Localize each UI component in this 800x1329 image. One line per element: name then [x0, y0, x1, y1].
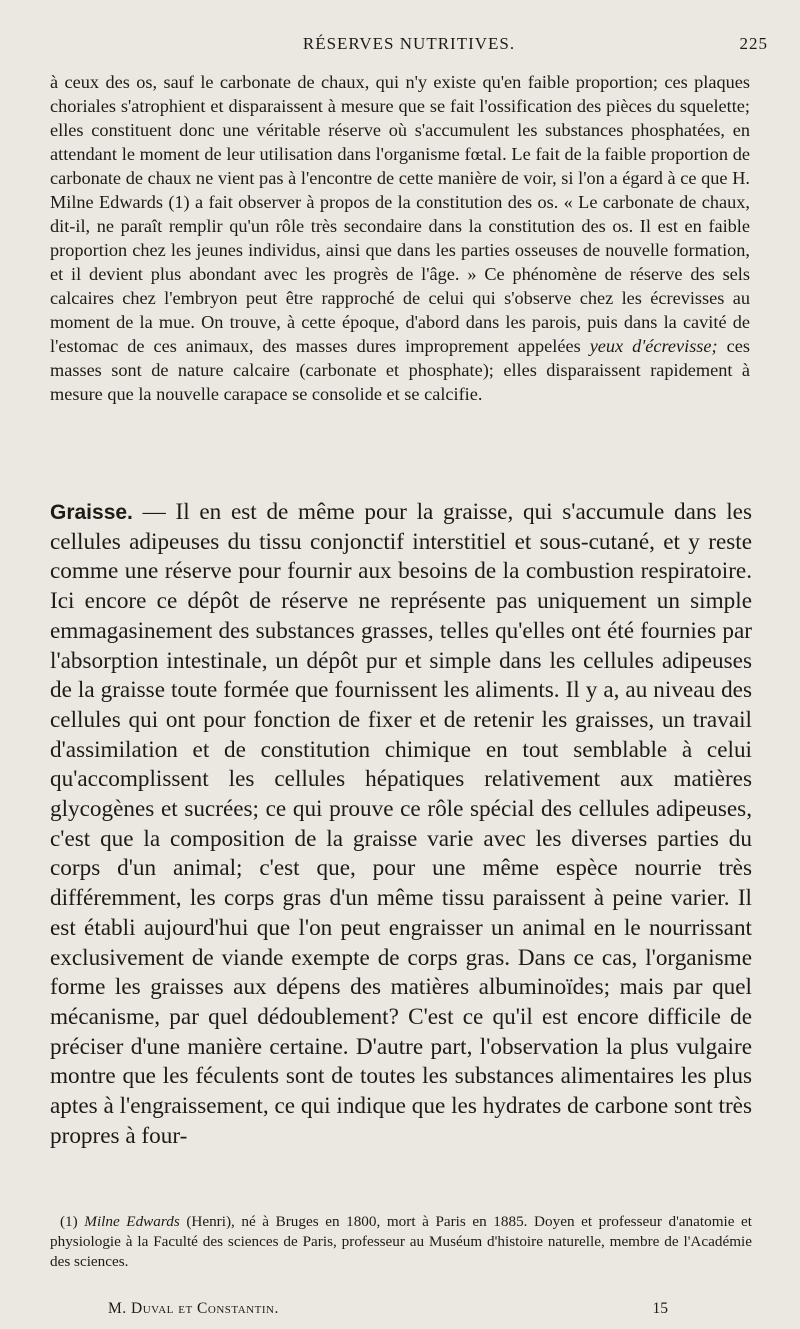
page-header: [50, 34, 768, 60]
author-reference: H. Milne Edwards: [50, 168, 750, 212]
paragraph-text: — Il en est de même pour la graisse, qui s'accumule dans les cellules adipeuses du tissu conjonctif interstitiel et sous-cutané, et y reste comme une réserve pour fournir aux besoins de la combustion respiratoire. Ici encore ce dépôt de réserve ne représente pas uniquement un simple emmagasinement des substances grasses, telles qu'elles ont été fournies par l'absorption intestinale, un dépôt pur et simple dans les cellules adipeuses de la graisse toute formée que fournissent les aliments. Il y a, au niveau des cellules qui ont pour fonction de fixer et de retenir les graisses, un travail d'assimilation et de constitution chimique en tout semblable à celui qu'accomplissent les cellules hépatiques relativement aux matières glycogènes et sucrées; ce qui prouve ce rôle spécial des cellules adipeuses, c'est que la composition de la graisse varie avec les diverses parties du corps d'un animal; c'est que, pour une même espèce nourrie très différemment, les corps gras d'un même tissu paraissent à peine varier. Il est établi aujourd'hui que l'on peut engraisser un animal en le nourrissant exclusivement de viande exempte de corps gras. Dans ce cas, l'organisme forme les graisses aux dépens des matières albuminoïdes; mais par quel mécanisme, par quel dédoublement? C'est ce qu'il est encore difficile de préciser d'une manière certaine. D'autre part, l'observation la plus vulgaire montre que les féculents sont de toutes les substances alimentaires les plus aptes à l'engraissement, ce qui indique que les hydrates de carbone sont très propres à four-: [50, 499, 752, 1149]
footnote-marker: (1): [60, 1213, 78, 1230]
page-footer: [108, 1300, 668, 1322]
section-heading-graisse: Graisse.: [50, 501, 133, 524]
paragraph-text: (1) a fait observer à propos de la constitution des os. « Le carbonate de chaux, dit-il, ne paraît remplir qu'un rôle très secondaire dans la constitution des os. Il est en faible proportion chez les jeunes individus, ainsi que dans les parties osseuses de nouvelle formation, et il devient plus abondant avec les progrès de l'âge. » Ce phénomène de réserve des sels calcaires chez l'embryon peut être rapproché de celui qui s'observe chez les écrevisses au moment de la mue. On trouve, à cette époque, d'abord dans les parois, puis dans la cavité de l'estomac de ces animaux, des masses dures improprement appelées: [50, 192, 750, 356]
footnote: [50, 1212, 752, 1272]
paragraph-text: à ceux des os, sauf le carbonate de chaux, qui n'y existe qu'en faible proportion; ces plaques choriales s'atrophient et disparaissent à mesure que se fait l'ossification des pièces du squelette; elles constituent donc une véritable réserve où s'accumulent les substances phosphatées, en attendant le moment de leur utilisation dans l'organisme fœtal. Le fait de la faible proportion de carbonate de chaux ne vient pas à l'encontre de cette manière de voir, si l'on a égard à ce que: [50, 72, 750, 188]
paragraph-text: ces masses sont de nature calcaire (carbonate et phosphate); elles disparaissent rapidement à mesure que la nouvelle carapace se consolide et se calcifie.: [50, 336, 750, 404]
paragraph-calcium-reserve: [50, 70, 750, 406]
paragraph-graisse: [50, 498, 752, 1151]
running-title: RÉSERVES NUTRITIVES.: [302, 34, 516, 53]
signature-mark: 15: [652, 1300, 668, 1317]
footnote-text: (Henri), né à Bruges en 1800, mort à Paris en 1885. Doyen et professeur d'anatomie et physiologie à la Faculté des sciences de Paris, professeur au Muséum d'histoire naturelle, membre de l'Académie des sciences.: [50, 1213, 752, 1270]
footer-authors: M. Duval et Constantin.: [108, 1300, 279, 1317]
page-number: 225: [739, 34, 768, 53]
footnote-name: Milne Edwards: [84, 1213, 180, 1230]
italic-term: yeux d'écrevisse;: [589, 336, 718, 356]
